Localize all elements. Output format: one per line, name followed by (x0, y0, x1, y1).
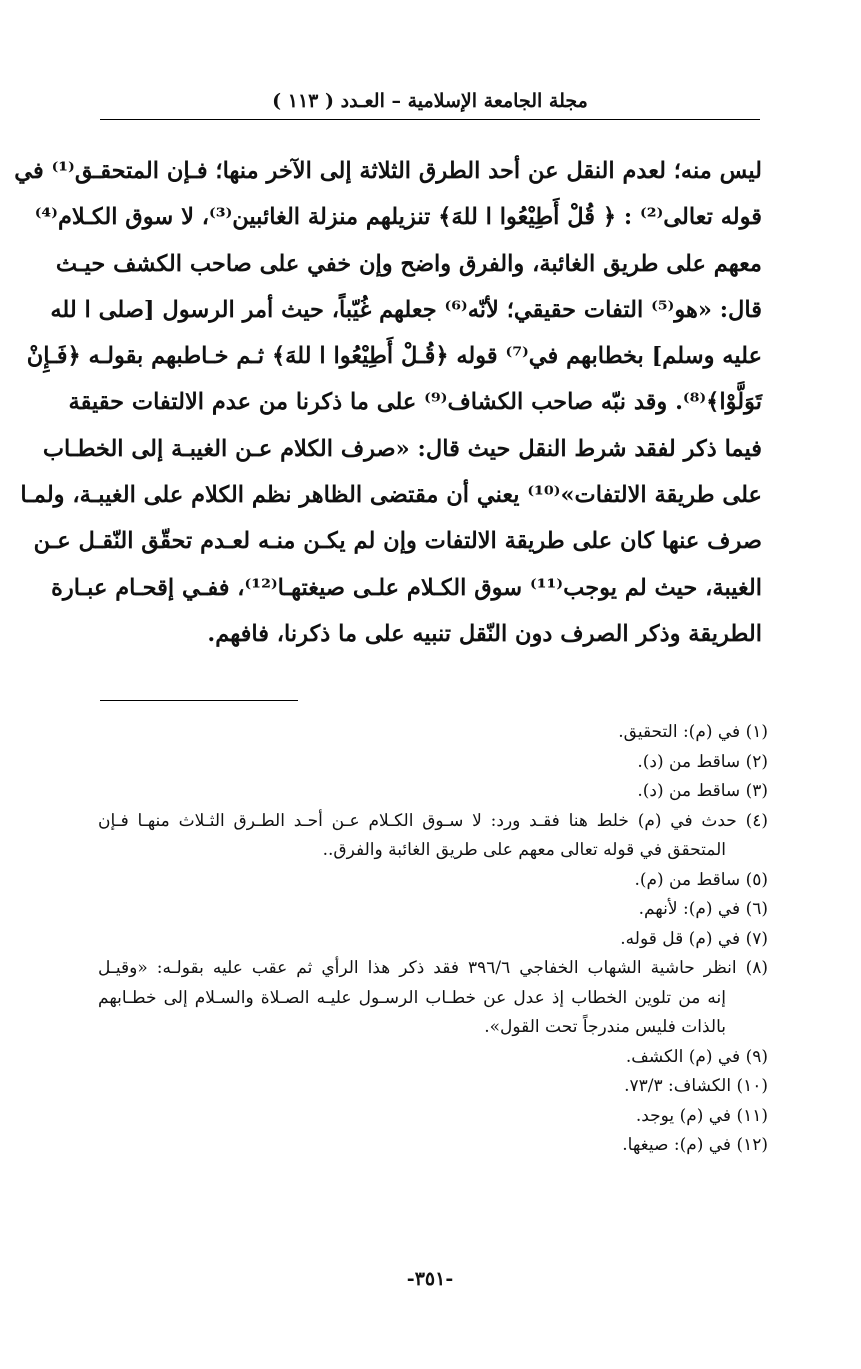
running-header: مجلة الجامعة الإسلامية – العـدد ( ١١٣ ) (272, 90, 588, 112)
footnote-1: (١) في (م): التحقيق. (618, 722, 768, 742)
main-text (14, 148, 762, 657)
header-rule (100, 119, 760, 120)
footnote-8-continuation: بالذات فليس مندرجاً تحت القول». (484, 1017, 726, 1037)
footnote-12: (١٢) في (م): صيغها. (622, 1135, 768, 1155)
footnote-8: (٨) انظر حاشية الشهاب الخفاجي ٣٩٦/٦ فقد ذكر هذا الرأي ثم عقب عليه بقولـه: «وقيـل (98, 958, 769, 978)
body-line: قوله تعالى⁽²⁾ : ﴿ قُلْ أَطِيْعُوا ا للهَ﴾ تنزيلهم منزلة الغائبين⁽³⁾، لا سوق الكـلام⁽⁴⁾ (34, 204, 762, 231)
footnote-7: (٧) في (م) قل قوله. (620, 928, 768, 949)
footnotes (98, 718, 768, 1161)
footnote-separator (100, 700, 298, 701)
footnote-10: (١٠) الكشاف: ٧٣/٣. (624, 1076, 768, 1096)
body-line: عليه وسلم] بخطابهم في⁽⁷⁾ قوله ﴿قُـلْ أَطِيْعُوا ا للهَ﴾ ثـم خـاطبهم بقولـه ﴿فَـإِنْ (26, 343, 762, 370)
footnote-4-continuation: المتحقق في قوله تعالى معهم على طريق الغائبة والفرق.. (322, 840, 726, 860)
page-number: -٣٥١- (406, 1268, 454, 1290)
body-line: على طريقة الالتفات»⁽¹⁰⁾ يعني أن مقتضى الظاهر نظم الكلام على الغيبـة، ولمـا (20, 482, 762, 509)
footnote-5: (٥) ساقط من (م). (634, 869, 768, 890)
body-line: صرف عنها كان على طريقة الالتفات وإن لم يكـن منـه لعـدم تحقّق النّقـل عـن (33, 528, 762, 555)
body-line: معهم على طريق الغائبة، والفرق واضح وإن خفي على صاحب الكشف حيـث (55, 250, 762, 277)
footnote-9: (٩) في (م) الكشف. (625, 1046, 768, 1067)
body-line: ليس منه؛ لعدم النقل عن أحد الطرق الثلاثة إلى الآخر منها؛ فـإن المتحقـق⁽¹⁾ في (14, 158, 762, 184)
footnote-2: (٢) ساقط من (د). (637, 751, 768, 772)
body-line: قال: «هو⁽⁵⁾ التفات حقيقي؛ لأنّه⁽⁶⁾ جعلهم غُيّباً، حيث أمر الرسول [صلى ا لله (50, 296, 762, 323)
footnote-11: (١١) في (م) يوجد. (635, 1105, 768, 1126)
body-line: فيما ذكر لفقد شرط النقل حيث قال: «صرف الكلام عـن الغيبـة إلى الخطـاب (42, 435, 762, 462)
footnote-4: (٤) حدث في (م) خلط هنا فقـد ورد: لا سـوق الكـلام عـن أحـد الطـرق الثـلاث منهـا فـإن (98, 810, 768, 831)
body-line: تَوَلَّوْا﴾⁽⁸⁾. وقد نبّه صاحب الكشاف⁽⁹⁾ على ما ذكرنا من عدم الالتفات حقيقة (68, 389, 762, 416)
footnote-8-continuation: إنه من تلوين الخطاب إذ عدل عن خطـاب الرسـول عليـه الصـلاة والسـلام إلى خطـابهم (98, 987, 726, 1008)
footnote-6: (٦) في (م): لأنهم. (638, 899, 768, 919)
footnote-3: (٣) ساقط من (د). (637, 781, 768, 801)
body-line: الطريقة وذكر الصرف دون النّقل تنبيه على ما ذكرنا، فافهم. (207, 620, 762, 647)
body-line: الغيبة، حيث لم يوجب⁽¹¹⁾ سوق الكـلام علـى صيغتهـا⁽¹²⁾، ففـي إقحـام عبـارة (51, 574, 762, 601)
